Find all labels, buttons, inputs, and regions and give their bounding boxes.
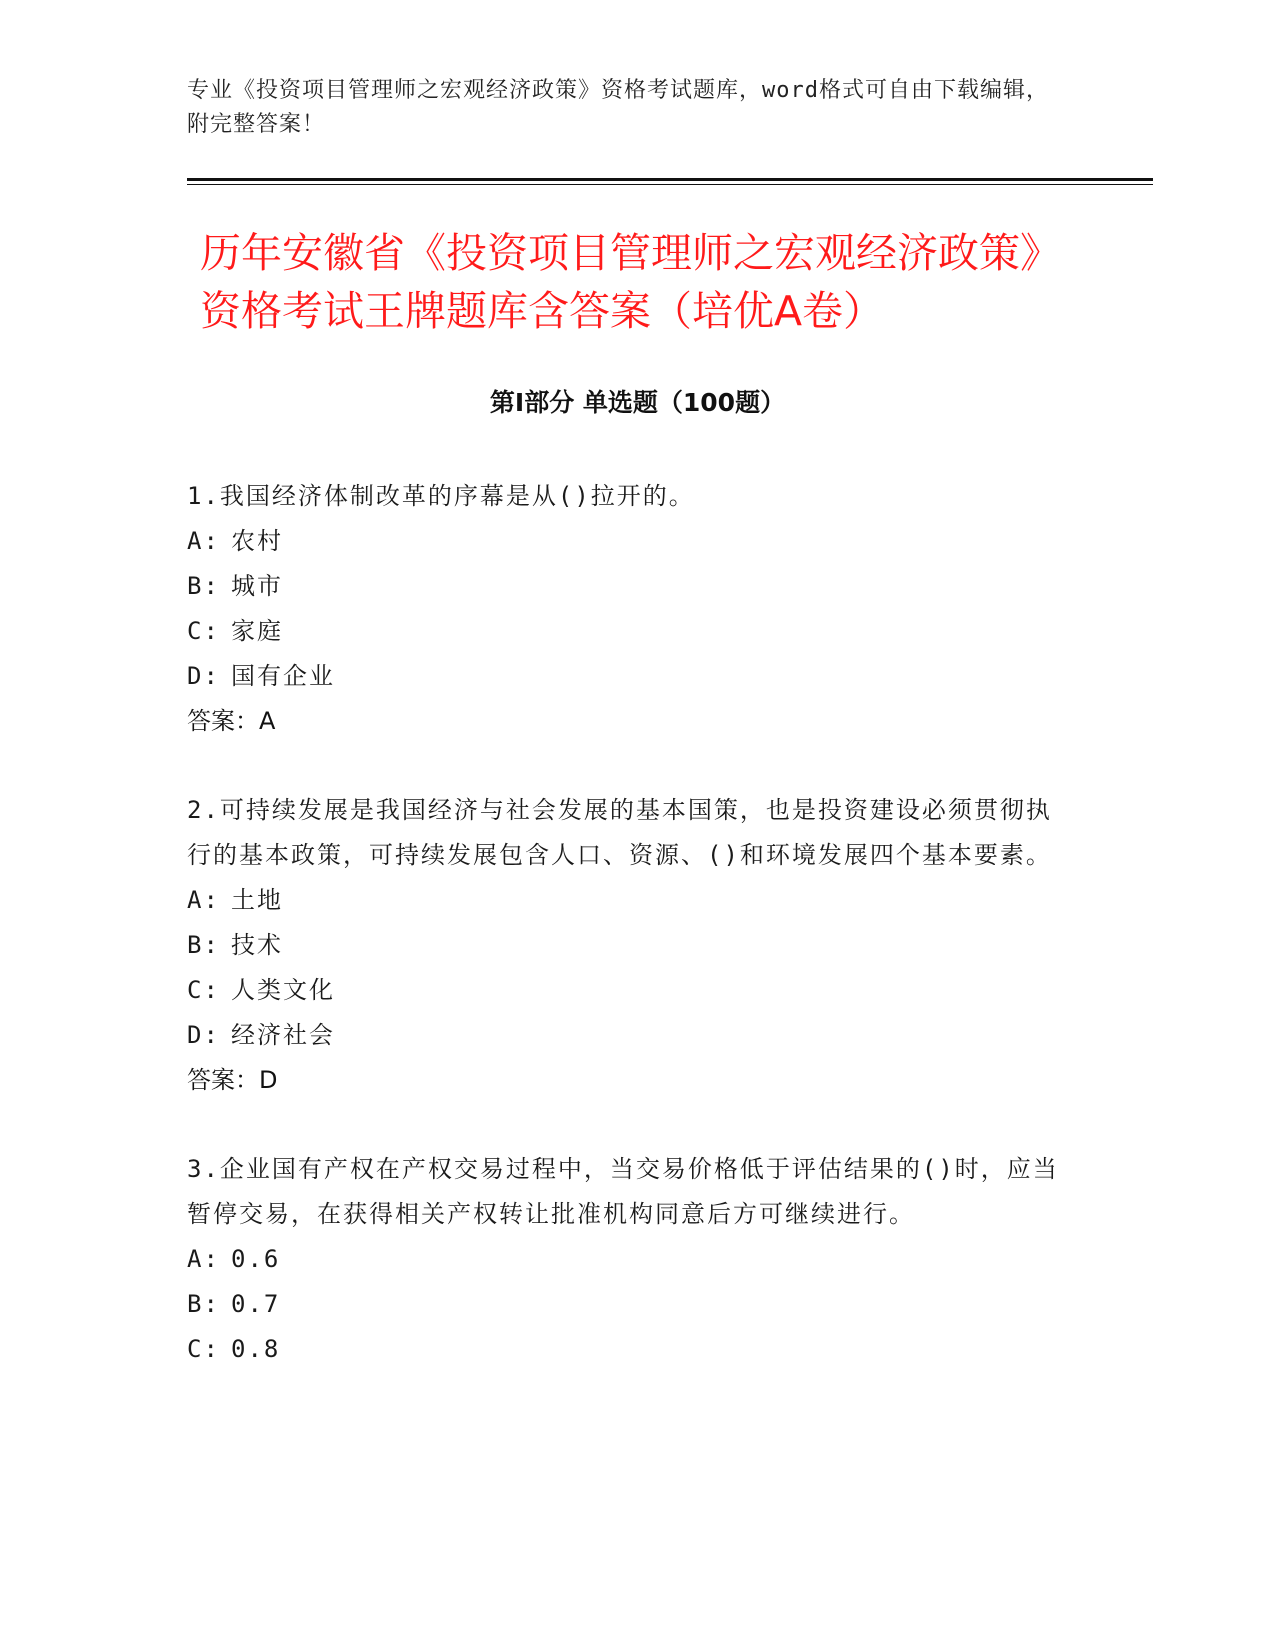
option-label: B: [187, 572, 220, 600]
option-label: C: [187, 617, 220, 645]
question-3 [187, 1147, 1067, 1372]
header-note: 专业《投资项目管理师之宏观经济政策》资格考试题库，word格式可自由下载编辑，附完整答案！ [187, 78, 1049, 137]
option-text: 经济社会 [231, 1021, 335, 1049]
option-text: 国有企业 [231, 662, 335, 690]
option-label: D: [187, 662, 220, 690]
option-label: A: [187, 1245, 220, 1273]
option-a [187, 878, 1067, 923]
option-text: 0.7 [231, 1290, 281, 1318]
option-text: 城市 [231, 572, 283, 600]
question-list [187, 474, 1067, 1416]
option-b [187, 923, 1067, 968]
option-c [187, 1327, 1067, 1372]
option-c [187, 968, 1067, 1013]
document-title: 历年安徽省《投资项目管理师之宏观经济政策》资格考试王牌题库含答案（培优A卷） [200, 229, 1061, 335]
header-rule-thick [187, 178, 1153, 181]
option-d [187, 654, 1067, 699]
question-1 [187, 474, 1067, 744]
option-label: C: [187, 1335, 220, 1363]
option-text: 0.6 [231, 1245, 281, 1273]
option-d [187, 1013, 1067, 1058]
option-label: B: [187, 1290, 220, 1318]
option-label: A: [187, 527, 220, 555]
option-text: 0.8 [231, 1335, 281, 1363]
answer-line: 答案：D [187, 1066, 278, 1094]
option-c [187, 609, 1067, 654]
header-rule-thin [187, 184, 1153, 185]
section-title: 第I部分 单选题（100题） [489, 388, 786, 417]
option-b [187, 564, 1067, 609]
option-text: 土地 [231, 886, 283, 914]
option-a [187, 519, 1067, 564]
option-text: 人类文化 [231, 976, 335, 1004]
option-text: 技术 [231, 931, 283, 959]
question-stem: 2.可持续发展是我国经济与社会发展的基本国策，也是投资建设必须贯彻执行的基本政策，可持续发展包含人口、资源、()和环境发展四个基本要素。 [187, 796, 1052, 869]
option-a [187, 1237, 1067, 1282]
question-stem: 3.企业国有产权在产权交易过程中，当交易价格低于评估结果的()时，应当暂停交易，在获得相关产权转让批准机构同意后方可继续进行。 [187, 1155, 1059, 1228]
option-label: D: [187, 1021, 220, 1049]
option-text: 家庭 [231, 617, 283, 645]
question-2 [187, 788, 1067, 1103]
option-b [187, 1282, 1067, 1327]
option-text: 农村 [231, 527, 283, 555]
answer-line: 答案：A [187, 707, 276, 735]
option-label: A: [187, 886, 220, 914]
option-label: B: [187, 931, 220, 959]
option-label: C: [187, 976, 220, 1004]
question-stem: 1.我国经济体制改革的序幕是从()拉开的。 [187, 482, 695, 510]
